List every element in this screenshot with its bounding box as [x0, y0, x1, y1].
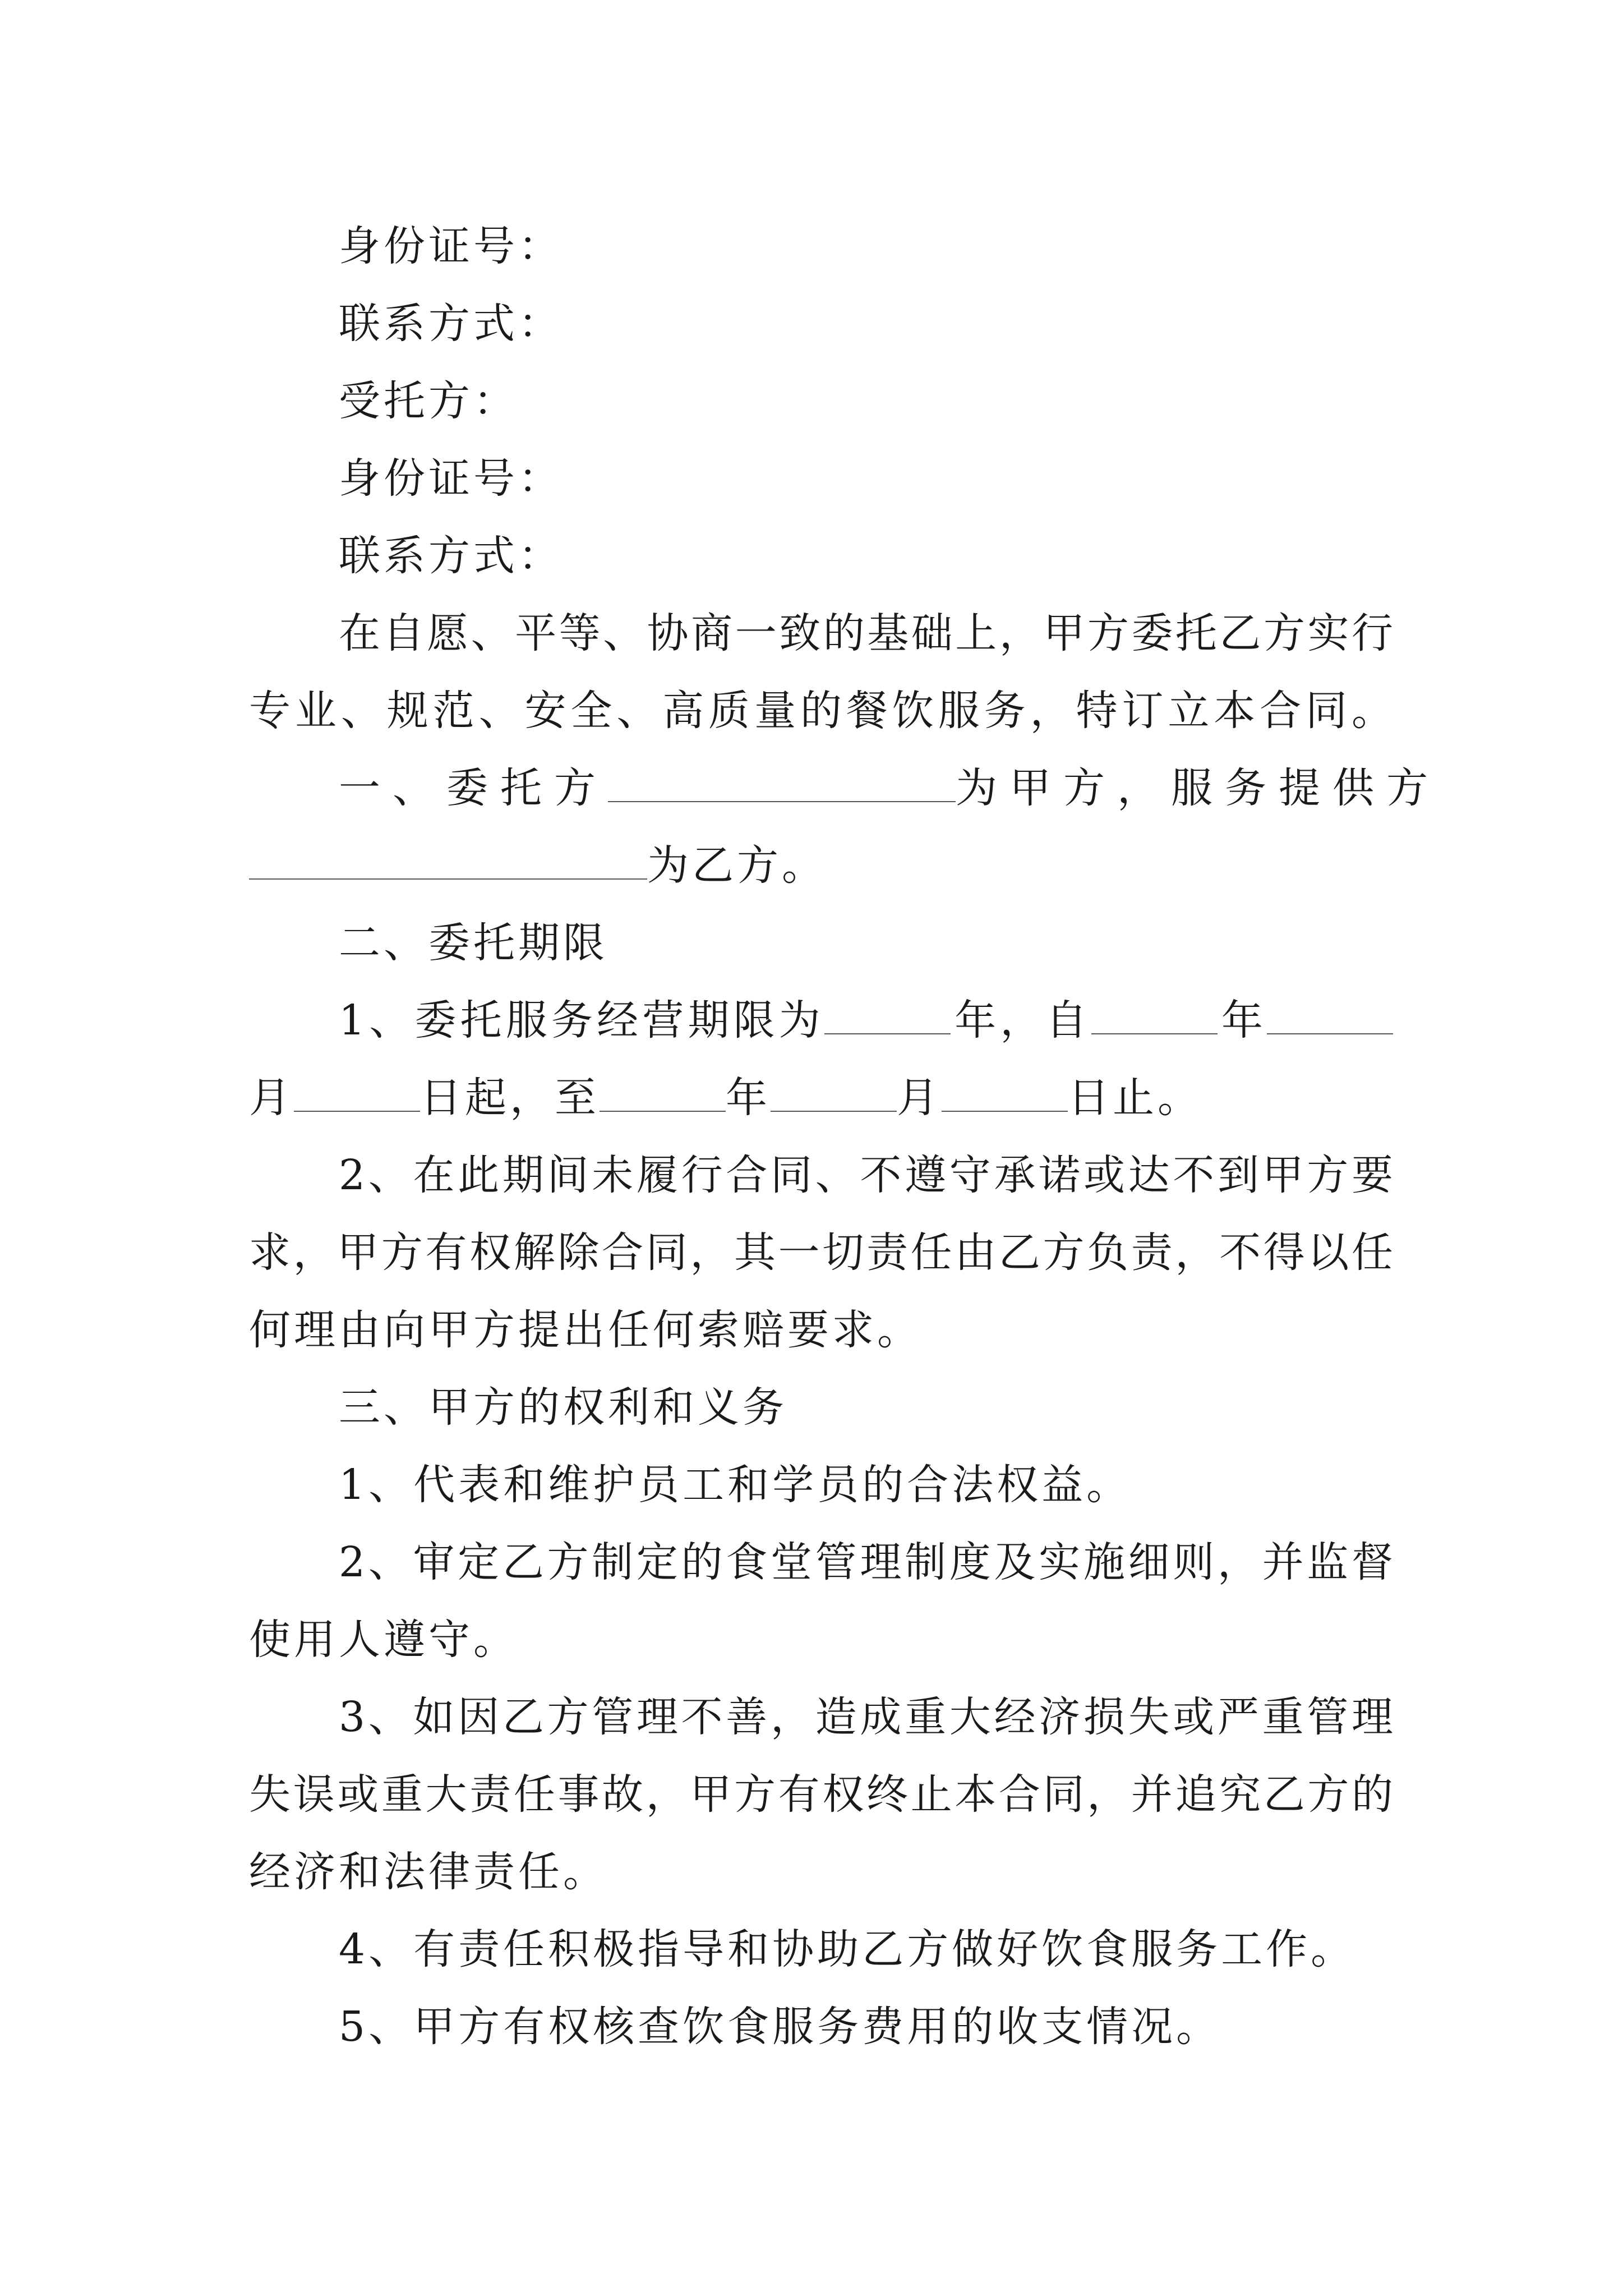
end-year-text: 年 — [726, 1074, 771, 1122]
until-text: 日起，至 — [420, 1074, 600, 1122]
end-year-blank — [600, 1076, 726, 1112]
section-2-heading: 二、委托期限 — [339, 919, 608, 967]
section-1-line-1 — [249, 749, 1440, 827]
start-month-text: 月 — [249, 1074, 294, 1122]
section-1-provider-text: 为甲方，服务提供方 — [956, 764, 1440, 812]
agent-contact-label: 联系方式： — [339, 532, 563, 580]
start-month-blank — [1267, 999, 1393, 1034]
start-year-blank — [1091, 999, 1218, 1034]
document-body — [249, 208, 1440, 2065]
end-month-text: 月 — [897, 1074, 942, 1122]
section-1-principal-text: 一、委托方 — [339, 764, 608, 812]
preamble-line-2: 专业、规范、安全、高质量的餐饮服务，特订立本合同。 — [249, 687, 1393, 735]
term-line-1 — [249, 982, 1393, 1059]
start-day-blank — [294, 1076, 420, 1112]
agent-label: 受托方： — [339, 377, 518, 425]
end-day-blank — [942, 1076, 1068, 1112]
rights-item-2-line-2: 使用人遵守。 — [249, 1616, 518, 1664]
agent-id-label: 身份证号： — [339, 454, 563, 503]
end-month-blank — [771, 1076, 897, 1112]
principal-name-blank — [608, 766, 956, 802]
rights-item-3-line-3: 经济和法律责任。 — [249, 1848, 608, 1896]
principal-contact-label: 联系方式： — [339, 300, 563, 348]
provider-name-blank — [249, 844, 647, 880]
term-line-2 — [249, 1059, 1393, 1137]
rights-item-5: 5、甲方有权核查饮食服务费用的收支情况。 — [339, 2003, 1221, 2051]
rights-item-3-line-2: 失误或重大责任事故，甲方有权终止本合同，并追究乙方的 — [249, 1770, 1393, 1819]
principal-id-label: 身份证号： — [339, 222, 563, 270]
term-from-text: 年，自 — [950, 996, 1091, 1045]
term-item-2-line-2: 求，甲方有权解除合同，其一切责任由乙方负责，不得以任 — [249, 1228, 1393, 1277]
preamble-line-1: 在自愿、平等、协商一致的基础上，甲方委托乙方实行 — [339, 609, 1393, 657]
rights-item-2-line-1: 2、审定乙方制定的食堂管理制度及实施细则，并监督 — [339, 1538, 1393, 1586]
section-3-heading: 三、甲方的权利和义务 — [339, 1383, 787, 1432]
end-day-text: 日止。 — [1068, 1074, 1202, 1122]
term-period-text: 1、委托服务经营期限为 — [339, 996, 824, 1045]
start-year-text: 年 — [1217, 996, 1267, 1045]
term-item-2-line-1: 2、在此期间未履行合同、不遵守承诺或达不到甲方要 — [339, 1151, 1393, 1199]
section-1-line-2 — [249, 827, 1393, 904]
rights-item-1: 1、代表和维护员工和学员的合法权益。 — [339, 1461, 1132, 1509]
term-item-2-line-3: 何理由向甲方提出任何索赔要求。 — [249, 1306, 922, 1354]
rights-item-3-line-1: 3、如因乙方管理不善，造成重大经济损失或严重管理 — [339, 1693, 1393, 1741]
section-1-end-text: 为乙方。 — [647, 841, 827, 890]
rights-item-4: 4、有责任积极指导和协助乙方做好饮食服务工作。 — [339, 1925, 1356, 1973]
term-years-blank — [824, 999, 951, 1034]
